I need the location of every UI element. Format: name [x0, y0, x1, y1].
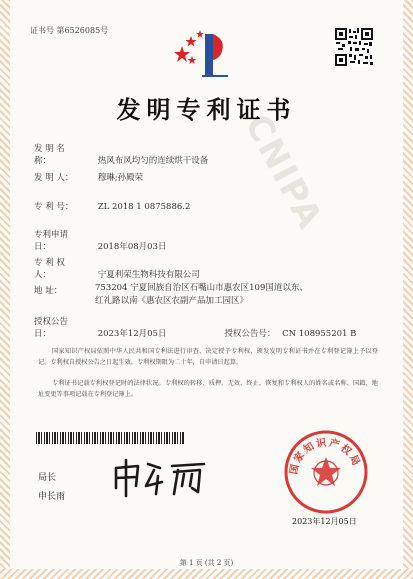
seal-text: 国家知识产权局	[288, 437, 362, 476]
address-line-2: 红礼路以南《惠农区农副产品加工园区》	[95, 296, 249, 306]
grant-date-label: 授权公告日：	[34, 317, 69, 339]
director-title: 局长	[38, 473, 57, 483]
field-inventor	[34, 171, 143, 183]
field-value: 宁夏利荣生物科技有限公司	[97, 270, 200, 280]
field-value: 2018年08月03日	[97, 242, 167, 252]
right-border-pattern	[403, 0, 413, 579]
field-label: 专 利 权 人：	[34, 258, 65, 280]
bottom-border-pattern	[0, 569, 413, 579]
field-grant	[34, 315, 356, 339]
field-label: 专 利 号：	[34, 202, 74, 212]
seal-date: 2023年12月05日	[292, 517, 357, 526]
director-name: 申长雨	[38, 492, 66, 502]
field-address-value	[95, 282, 360, 308]
grant-pub-value: CN 108955201 B	[282, 329, 357, 339]
director-signature	[108, 458, 218, 498]
field-patent-number	[34, 200, 190, 212]
official-seal	[283, 429, 369, 515]
grant-date-value: 2023年12月05日	[97, 329, 167, 339]
qr-code-icon	[334, 27, 374, 67]
page-footer: 第 1 页 (共 2 页)	[179, 559, 234, 567]
cnipa-emblem-icon	[172, 24, 232, 84]
field-application-date	[34, 228, 166, 252]
field-invention-name	[34, 142, 208, 166]
certificate-number: 证书号 第6526085号	[30, 26, 109, 35]
field-label: 发 明 人：	[34, 173, 74, 183]
field-value: 穆琳;孙殿荣	[97, 173, 144, 183]
statement-paragraph-1: 国家知识产权局依照中华人民共和国专利法进行审查，决定授予专利权，颁发发明专利证书并在专利登记簿上予以登记。专利权自授权公告之日起生效。专利权期限为二十年，自申请日起算。	[38, 348, 378, 366]
field-patentee	[34, 256, 200, 280]
field-address-label: 地 址：	[34, 286, 63, 296]
statement-paragraph-2: 专利证书记载专利权登记时的法律状况。专利权的转移、质押、无效、终止、恢复和专利权人的姓名或名称、国籍、地址变更等事项记载在专利登记簿上。	[38, 380, 378, 398]
address-line-1: 753204 宁夏回族自治区石嘴山市惠农区109国道以东、	[95, 283, 308, 293]
watermark: CNIPA	[236, 108, 331, 237]
left-border-pattern	[0, 0, 10, 579]
field-value: 热风布风均匀的连续烘干设备	[97, 156, 209, 166]
field-label: 发 明 名 称：	[34, 144, 65, 166]
field-label: 专利申请日：	[34, 230, 69, 252]
certificate-title: 发明专利证书	[116, 95, 297, 124]
grant-pub-label: 授权公告号：	[224, 329, 276, 339]
field-value: ZL 2018 1 0875886.2	[97, 202, 191, 212]
barcode	[36, 432, 184, 444]
